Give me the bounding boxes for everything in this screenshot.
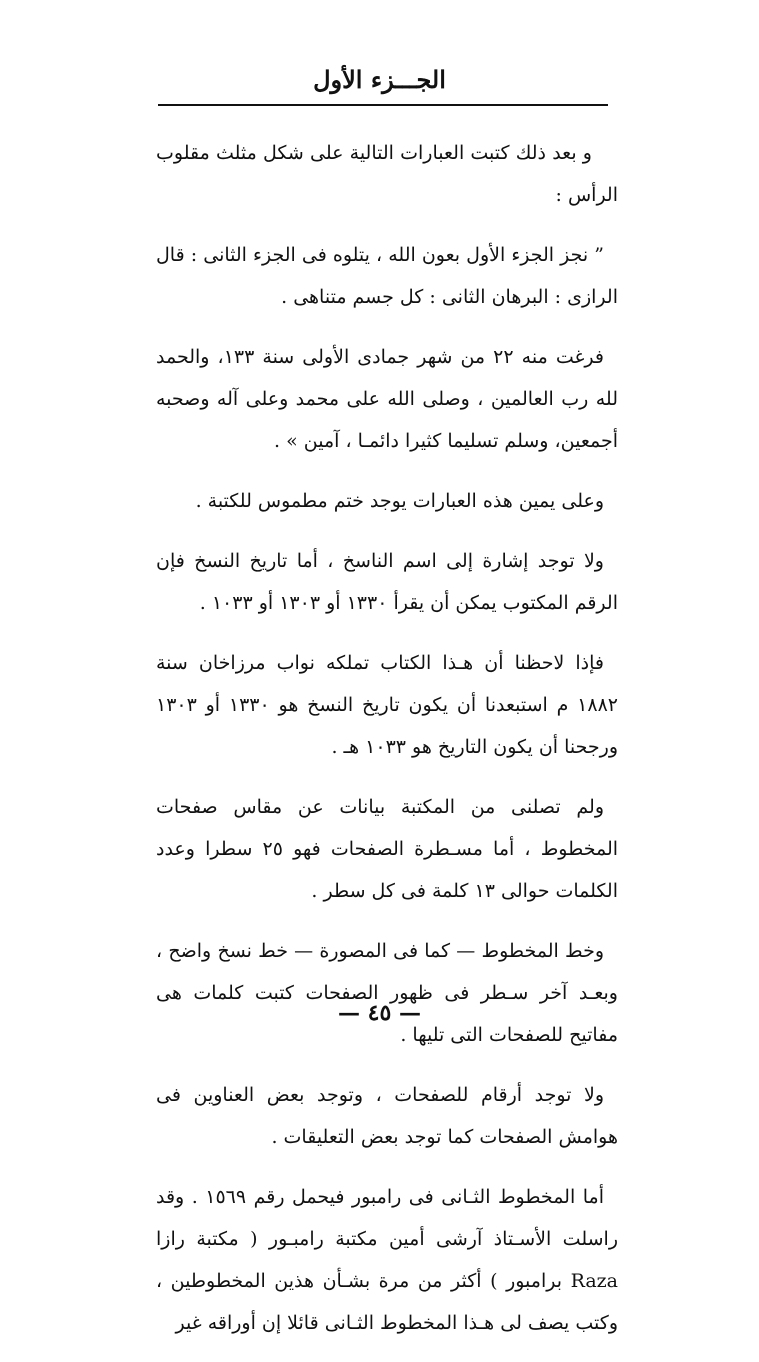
running-header: الجـــزء الأول: [313, 65, 446, 94]
header-rule: [158, 104, 608, 106]
page-number: — ٤٥ —: [338, 1000, 421, 1026]
paragraph: فإذا لاحظنا أن هـذا الكتاب تملكه نواب مرزاخان سنة ١٨٨٢ م استبعدنا أن يكون تاريخ النسخ هو ١٣٣٠ أو ١٣٠٣ ورجحنا أن يكون التاريخ هو ١٠٣٣ هـ .: [156, 652, 618, 758]
body-text: [156, 132, 618, 1362]
paragraph: فرغت منه ٢٢ من شهر جمادى الأولى سنة ١٣٣، والحمد لله رب العالمين ، وصلى الله على محمد وعلى آله وصحبه أجمعين، وسلم تسليما كثيرا دائمـا ، آمين » .: [156, 346, 618, 452]
paragraph: ” نجز الجزء الأول بعون الله ، يتلوه فى الجزء الثانى : قال الرازى : البرهان الثانى : كل جسم متناهى .: [156, 244, 618, 308]
paragraph: وعلى يمين هذه العبارات يوجد ختم مطموس للكتبة .: [195, 490, 604, 512]
paragraph: ولا توجد إشارة إلى اسم الناسخ ، أما تاريخ النسخ فإن الرقم المكتوب يمكن أن يقرأ ١٣٣٠ أو ١٣٠٣ أو ١٠٣٣ .: [156, 550, 618, 614]
paragraph: وخط المخطوط — كما فى المصورة — خط نسخ واضح ، وبعـد آخر سـطر فى ظهور الصفحات كتبت كلمات هى مفاتيح للصفحات التى تليها .: [156, 940, 618, 1046]
paragraph: ولا توجد أرقام للصفحات ، وتوجد بعض العناوين فى هوامش الصفحات كما توجد بعض التعليقات .: [156, 1084, 618, 1148]
paragraph: أما المخطوط الثـانى فى رامبور فيحمل رقم ١٥٦٩ . وقد راسلت الأسـتاذ آرشى أمين مكتبة رامبـور ( مكتبة رازا Raza برامبور ) أكثر من مرة بشـأن هذين المخطوطين ، وكتب يصف لى هـذا المخطوط الثـانى قائلا إن أوراقه غير: [156, 1186, 618, 1334]
paragraph: و بعد ذلك كتبت العبارات التالية على شكل مثلث مقلوب الرأس :: [156, 142, 618, 206]
paragraph: ولم تصلنى من المكتبة بيانات عن مقاس صفحات المخطوط ، أما مسـطرة الصفحات فهو ٢٥ سطرا وعدد الكلمات حوالى ١٣ كلمة فى كل سطر .: [156, 796, 619, 902]
